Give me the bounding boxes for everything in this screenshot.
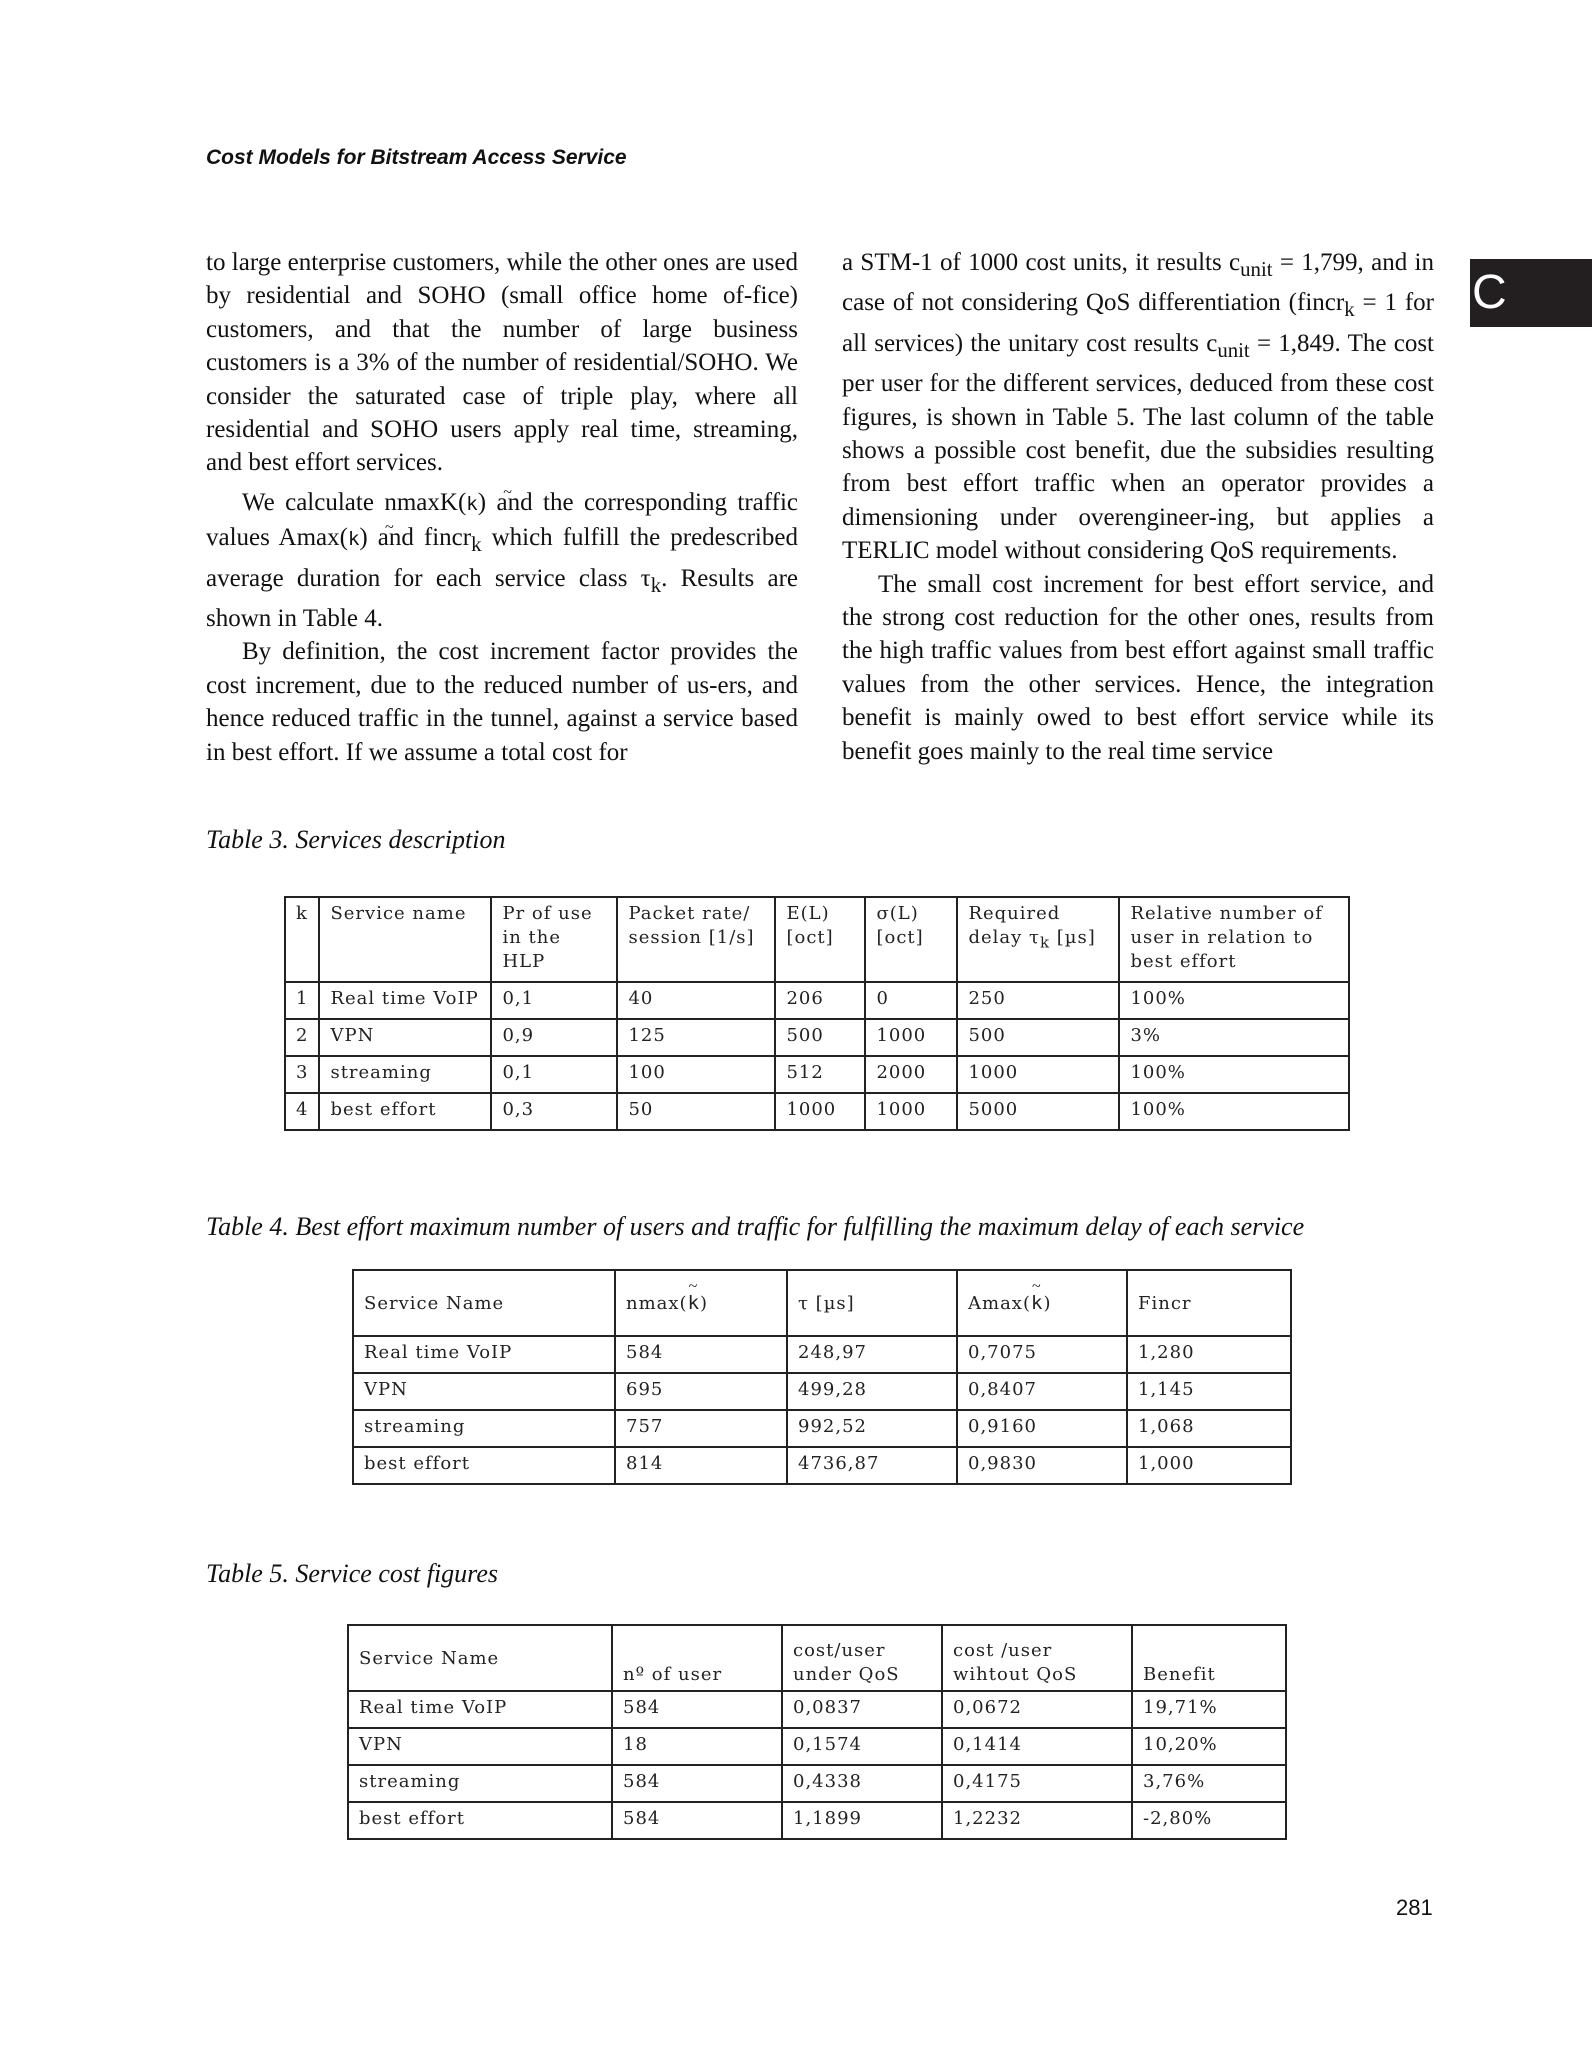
table-cell: 1,068 [1127,1410,1291,1447]
right-column [842,246,1434,768]
table-cell: streaming [353,1410,615,1447]
table-cell: 0,0837 [782,1691,942,1728]
table-cell: 584 [612,1765,782,1802]
table-cell: 757 [615,1410,787,1447]
table-cell: 695 [615,1373,787,1410]
table-cell: 1,2232 [942,1802,1132,1839]
table-cell: 19,71% [1132,1691,1286,1728]
table3-caption: Table 3. Services description [206,825,506,854]
table-cell: 2 [285,1019,319,1056]
table-cell: 584 [612,1802,782,1839]
table-cell: 0,4175 [942,1765,1132,1802]
table-cell: 0,1414 [942,1728,1132,1765]
table-cell: cost /user wihtout QoS [942,1625,1132,1691]
table-cell: 0,9160 [957,1410,1127,1447]
table-cell: 1000 [865,1093,957,1130]
table-cell: -2,80% [1132,1802,1286,1839]
table-cell: 4736,87 [787,1447,957,1484]
table-cell: streaming [319,1056,491,1093]
table-cell: 512 [775,1056,865,1093]
table-row [348,1802,1286,1839]
services-description-table [284,896,1350,1131]
table-cell: Amax(~ k) [957,1270,1127,1336]
table-cell: 1,280 [1127,1336,1291,1373]
table-header-row [348,1625,1286,1691]
paragraph: The small cost increment for best effort service, and the strong cost reduction for the other ones, results from the high traffic values from best effort against small traffic values from the other services. Hence, the integration benefit is mainly owed to best effort service while its benefit goes mainly to the real time service [842,570,1434,765]
table-row [353,1373,1291,1410]
tilde-k-symbol: ~ k [466,493,477,515]
table-cell: 0,1574 [782,1728,942,1765]
table-cell: Service name [319,897,491,982]
table-cell: 1,1899 [782,1802,942,1839]
table-cell: 584 [612,1691,782,1728]
table-cell: VPN [353,1373,615,1410]
table-cell: 0,9830 [957,1447,1127,1484]
table-cell: σ(L) [oct] [865,897,957,982]
table-cell: nmax(~ k) [615,1270,787,1336]
table-cell: 100 [617,1056,775,1093]
table-row [285,1093,1349,1130]
table-cell: 100% [1119,1093,1349,1130]
service-cost-figures-table [347,1624,1287,1840]
table-cell: best effort [348,1802,612,1839]
table-cell: 50 [617,1093,775,1130]
table-cell: Required delay $\tau_k$ [µs] [957,897,1119,982]
table-cell: Real time VoIP [319,982,491,1019]
table-cell: 1000 [957,1056,1119,1093]
table-cell: Benefit [1132,1625,1286,1691]
table4-caption: Table 4. Best effort maximum number of users and traffic for fulfilling the maximum delay of each service [206,1212,1305,1241]
table-cell: VPN [348,1728,612,1765]
table-cell: Real time VoIP [353,1336,615,1373]
paragraph: By definition, the cost increment factor provides the cost increment, due to the reduced number of us-ers, and hence reduced traffic in the tunnel, against a service based in best effort. If we assume a total cost for [206,638,798,766]
table-cell: 18 [612,1728,782,1765]
table-cell: 814 [615,1447,787,1484]
table-cell: 0,1 [491,1056,617,1093]
table-cell: 5000 [957,1093,1119,1130]
table-cell: 0,4338 [782,1765,942,1802]
table-cell: 100% [1119,1056,1349,1093]
table-cell: 1000 [775,1093,865,1130]
table-cell: 584 [615,1336,787,1373]
table-row [285,982,1349,1019]
table-cell: 206 [775,982,865,1019]
table-cell: Fincr [1127,1270,1291,1336]
table-cell: 2000 [865,1056,957,1093]
table-cell: 1 [285,982,319,1019]
table-cell: Relative number of user in relation to best effort [1119,897,1349,982]
table-cell: 40 [617,982,775,1019]
table-cell: nº of user [612,1625,782,1691]
table-cell: 3% [1119,1019,1349,1056]
table-cell: τ [µs] [787,1270,957,1336]
tilde-k-symbol: ~ k [348,528,359,550]
table-cell: 3 [285,1056,319,1093]
table-row [353,1447,1291,1484]
table-cell: 0,9 [491,1019,617,1056]
table-cell: k [285,897,319,982]
table-cell: 0,8407 [957,1373,1127,1410]
table-cell: best effort [319,1093,491,1130]
table-row [348,1691,1286,1728]
paragraph: a STM-1 of 1000 cost units, it results $c_{unit} = 1,799$, and in case of not considering QoS differentiation (fincr$_k$ = 1 for all services) the unitary cost results $c_{unit} = 1,849$. The cost per user for the different services, deduced from these cost figures, is shown in Table 5. The last column of the table shows a possible cost benefit, due the subsidies resulting from best effort traffic when an operator provides a dimensioning under overengineer-ing, but applies a TERLIC model without considering QoS requirements. [842,249,1434,565]
table-cell: 0,1 [491,982,617,1019]
table-row [348,1728,1286,1765]
table-row [285,1019,1349,1056]
table-cell: 10,20% [1132,1728,1286,1765]
table-cell: 500 [957,1019,1119,1056]
tilde-k-symbol: ~ k [1031,1292,1043,1314]
paragraph: We calculate nmaxK(~ k) and the corresponding traffic values Amax(~ k) and fincr$_k$ which fulfill the predescribed average duration for each service class $\tau_k$. Results are shown in Table 4. [206,486,798,636]
table-cell: 3,76% [1132,1765,1286,1802]
table-cell: 0,0672 [942,1691,1132,1728]
table-cell: 0 [865,982,957,1019]
table-cell: best effort [353,1447,615,1484]
table-row [353,1336,1291,1373]
table-cell: E(L) [oct] [775,897,865,982]
table-cell: Service Name [353,1270,615,1336]
table-cell: 125 [617,1019,775,1056]
table-cell: Real time VoIP [348,1691,612,1728]
paragraph: to large enterprise customers, while the other ones are used by residential and SOHO (small office home of-fice) customers, and that the number of large business customers is a 3% of the number of residential/SOHO. We consider the saturated case of triple play, where all residential and SOHO users apply real time, streaming, and best effort services. [206,249,798,477]
left-column [206,246,798,769]
table-cell: 1,000 [1127,1447,1291,1484]
table-cell: 992,52 [787,1410,957,1447]
table-header-row [353,1270,1291,1336]
table-cell: 500 [775,1019,865,1056]
table-cell: 1,145 [1127,1373,1291,1410]
table5-caption: Table 5. Service cost figures [206,1559,498,1588]
table-cell: 4 [285,1093,319,1130]
page-number: 281 [1396,1895,1433,1920]
table-cell: 0,3 [491,1093,617,1130]
table-cell: Service Name [348,1625,612,1691]
best-effort-max-users-table [352,1269,1292,1485]
table-row [353,1410,1291,1447]
table-cell: 1000 [865,1019,957,1056]
tilde-k-symbol: ~ k [688,1292,700,1314]
table-row [285,1056,1349,1093]
table-cell: 499,28 [787,1373,957,1410]
table-cell: 0,7075 [957,1336,1127,1373]
table-cell: 248,97 [787,1336,957,1373]
section-tab: C [1470,259,1592,327]
table-row [348,1765,1286,1802]
table-cell: Pr of use in the HLP [491,897,617,982]
table-cell: Packet rate/ session [1/s] [617,897,775,982]
table-cell: 100% [1119,982,1349,1019]
table-cell: cost/user under QoS [782,1625,942,1691]
table-cell: VPN [319,1019,491,1056]
table-header-row [285,897,1349,982]
table-cell: 250 [957,982,1119,1019]
running-header: Cost Models for Bitstream Access Service [206,146,627,169]
table-cell: streaming [348,1765,612,1802]
